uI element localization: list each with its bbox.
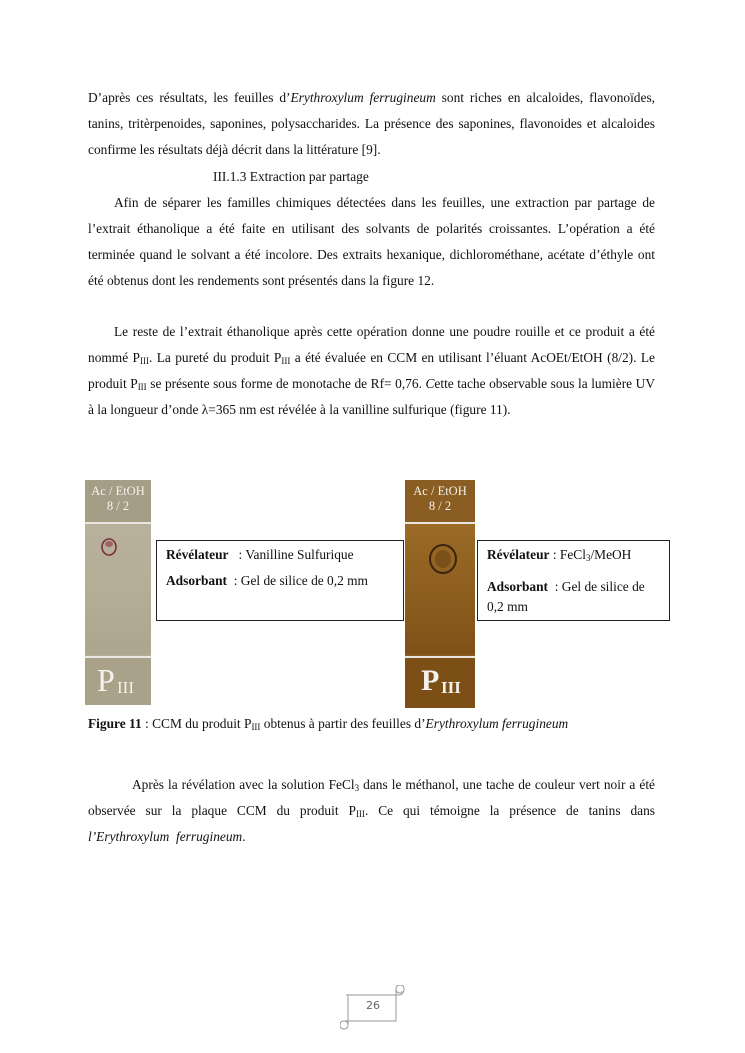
text-run: sont riches en alcaloides, flavonoïdes, tanins, tritèrpenoides, saponines, polysaccharides. La présence des saponines, flavonoides et alcaloides confirme les résultats déjà décrit dans la littérature [9]. — [88, 90, 655, 157]
text-run: dans le méthanol, une tache de couleur vert noir a été observée sur la plaque CCM du produit P — [88, 777, 655, 818]
paragraph-intro — [88, 85, 655, 163]
revelator-value: /MeOH — [590, 547, 632, 562]
plate-migration-zone — [405, 524, 475, 654]
figure-caption — [88, 713, 568, 735]
product-subscript: III — [441, 678, 461, 697]
revelator-value: : FeCl — [549, 547, 586, 562]
tlc-spot-core — [105, 541, 113, 547]
plate-migration-zone — [85, 524, 151, 654]
eluent-ratio: 8 / 2 — [428, 499, 452, 513]
eluent-label — [405, 480, 475, 526]
text-run: obtenus à partir des feuilles d’ — [260, 716, 426, 731]
product-letter: P — [97, 662, 115, 698]
product-label — [85, 658, 151, 705]
paragraph-extraction: Afin de séparer les familles chimiques détectées dans les feuilles, une extraction par partage de l’extrait éthanolique a été faite en utilisant des solvants de polarités croissantes. L’opération a été terminée quand le solvant a été incolore. Des extraits hexanique, dichlorométhane, acétate d’éthyle ont été obtenus dont les rendements sont présentés dans la figure 12. — [88, 195, 655, 288]
paragraph-tannins — [88, 772, 655, 850]
text-run: : CCM du produit P — [141, 716, 252, 731]
conditions-box-fecl3 — [477, 540, 670, 621]
text-run: . La pureté du produit P — [149, 350, 282, 365]
species-name: Erythroxylum ferrugineum — [425, 716, 569, 731]
figure-label: Figure 11 — [88, 716, 142, 731]
subscript: III — [140, 356, 149, 366]
text-run: C — [425, 376, 435, 391]
subscript: III — [355, 809, 365, 819]
product-label — [405, 658, 475, 708]
species-name: l’Erythroxylum ferrugineum — [88, 829, 243, 844]
eluent-label — [85, 480, 151, 526]
subscript: 3 — [354, 783, 360, 793]
text-run: a été évaluée en CCM en utilisant l’éluant AcOEt/EtOH (8/2). Le produit P — [88, 350, 655, 391]
product-subscript: III — [117, 678, 134, 697]
paragraph-product — [88, 319, 655, 423]
text-run: Le reste de l’extrait éthanolique après cette opération donne une poudre rouille et ce produit a été nommé P — [88, 324, 655, 365]
subscript: III — [137, 382, 147, 392]
revelator-row — [487, 545, 660, 565]
revelator-label: Révélateur — [166, 547, 229, 562]
text-run: se présente sous forme de monotache de Rf= 0,76. — [146, 376, 426, 391]
adsorbent-value: : Gel de silice de 0,2 mm — [227, 573, 368, 588]
tlc-spot-core — [435, 550, 451, 568]
text-run: Après la révélation avec la solution FeCl — [132, 777, 355, 792]
text-run: ette tache observable sous la lumière UV à la longueur d’onde λ=365 nm est révélée à la vanilline sulfurique (figure 11). — [88, 376, 655, 417]
adsorbent-value: : Gel de silice de 0,2 mm — [487, 579, 649, 614]
text-run: . Ce qui témoigne la présence de tanins dans — [364, 803, 655, 818]
adsorbent-label: Adsorbant — [487, 579, 549, 594]
revelator-label: Révélateur — [487, 547, 550, 562]
adsorbent-label: Adsorbant — [166, 573, 228, 588]
eluent-names: Ac / EtOH — [413, 484, 467, 498]
subscript: III — [251, 722, 261, 732]
adsorbent-row — [487, 577, 660, 617]
page-footer — [340, 985, 406, 1031]
section-heading: III.1.3 Extraction par partage — [213, 169, 369, 184]
tlc-plate-vanillin — [85, 480, 151, 705]
eluent-names: Ac / EtOH — [91, 484, 145, 498]
page-number: 26 — [366, 999, 380, 1012]
subscript: III — [281, 356, 291, 366]
eluent-ratio: 8 / 2 — [106, 499, 130, 513]
spot-graphic — [405, 524, 475, 654]
revelator-value: : Vanilline Sulfurique — [228, 547, 354, 562]
revelator-row — [166, 545, 394, 565]
tlc-plate-fecl3 — [405, 480, 475, 708]
subscript: 3 — [585, 553, 591, 563]
conditions-box-vanillin — [156, 540, 404, 621]
text-run: D’après ces résultats, les feuilles d’ — [88, 90, 291, 105]
adsorbent-row — [166, 571, 394, 591]
spot-graphic — [85, 524, 151, 654]
text-run: . — [242, 829, 246, 844]
product-letter: P — [421, 664, 440, 697]
species-name: Erythroxylum ferrugineum — [290, 90, 436, 105]
